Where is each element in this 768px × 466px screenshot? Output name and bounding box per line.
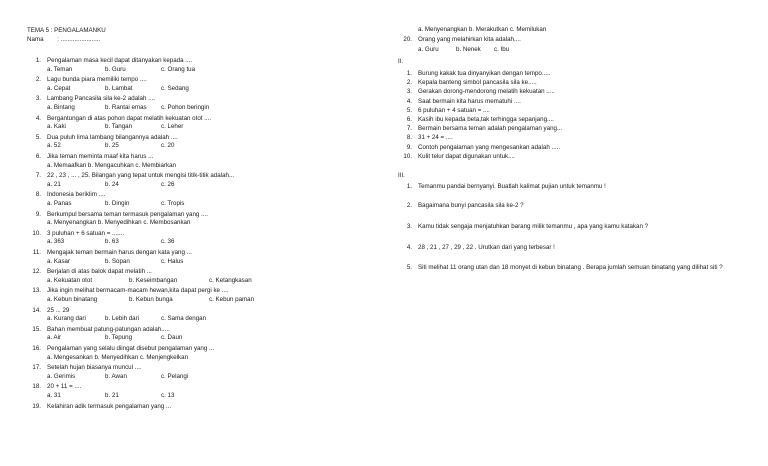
question-number: 19. xyxy=(32,402,41,410)
question-number: 1. xyxy=(35,57,41,64)
options-14 xyxy=(47,315,221,322)
option-a: a. Air xyxy=(47,334,62,342)
option-a: a. Kebun binatang xyxy=(47,296,98,303)
options-8 xyxy=(47,200,221,207)
question-18 xyxy=(27,383,81,390)
option-a: a. Guru xyxy=(418,46,439,53)
question-number: 9. xyxy=(406,143,412,151)
question-number: 6. xyxy=(406,116,412,123)
option-c: c. Tropis xyxy=(161,200,185,207)
q19-options: a. Menyenangkan b. Merakutkan c. Memilukan xyxy=(418,26,547,33)
question-text: 20 + 11 = .... xyxy=(47,383,82,391)
fill-question-8 xyxy=(398,134,453,141)
question-11 xyxy=(27,249,192,256)
question-text: Mengajak teman bermain harus dengan kata yang ... xyxy=(47,249,192,256)
question-number: 5. xyxy=(406,106,412,114)
essay-question-1 xyxy=(398,183,606,190)
options-16 xyxy=(47,354,188,361)
options-5 xyxy=(47,142,221,149)
question-7 xyxy=(27,172,234,179)
question-number: 5. xyxy=(406,264,412,271)
option-b: b. Guru xyxy=(105,65,126,73)
question-text: Gerakan dorong-mendorong melatih kekuatan ..... xyxy=(418,88,555,96)
options-11 xyxy=(47,258,221,265)
question-text: Pengalaman masa kecil dapat ditanyakan kepada .... xyxy=(47,57,193,64)
question-text: Bergantungan di atas pohon dapat melatih kekuatan otot .... xyxy=(47,114,212,122)
question-19 xyxy=(27,403,171,410)
name-blank: : ....................... xyxy=(57,36,101,43)
option-b: b. 25 xyxy=(105,142,119,150)
question-text: Bahan membuat patung-patungan adalah..... xyxy=(47,325,170,333)
essay-question-4 xyxy=(398,244,555,251)
question-text: 28 , 21 , 27 , 29 , 22 . Urutkan dari yang terbesar ! xyxy=(418,244,555,251)
question-number: 7. xyxy=(406,125,412,133)
question-text: Indonesia beriklim .... xyxy=(47,191,106,199)
question-1 xyxy=(27,57,192,64)
fill-question-6 xyxy=(398,116,554,123)
option-c: c. Pelangi xyxy=(161,372,189,380)
question-number: 18. xyxy=(32,383,41,391)
question-text: Burung kakak tua dinyanyikan dengan tempo..... xyxy=(418,70,551,77)
name-line xyxy=(27,36,100,43)
question-text: Kamu tidak sengaja menjatuhkan barang milik temanmu , apa yang kamu katakan ? xyxy=(418,223,649,230)
option-a: a. Teman xyxy=(47,65,73,73)
option-b: b. Awan xyxy=(105,372,127,380)
question-text: Contoh pengalaman yang mengesankan adalah ..... xyxy=(418,143,561,151)
question-number: 3. xyxy=(406,88,412,96)
essay-question-2 xyxy=(398,202,524,209)
fill-question-9 xyxy=(398,144,560,151)
option-b: b. Dingin xyxy=(105,200,130,207)
question-number: 6. xyxy=(35,153,41,160)
options-3 xyxy=(47,104,221,111)
question-text: Berjalan di atas balok dapat melatih ... xyxy=(47,268,152,276)
option-c: c. Ketangkasan xyxy=(209,276,252,284)
question-text: Lagu bunda piara memiliki tempo .... xyxy=(47,76,147,84)
q20-question xyxy=(398,36,521,43)
option-a: a. 31 xyxy=(47,392,61,399)
fill-question-4 xyxy=(398,98,521,105)
options-4 xyxy=(47,123,221,130)
question-text: Dua puluh lima lambang bilangannya adalah .... xyxy=(47,133,178,141)
option-c: c. 26 xyxy=(161,180,175,188)
question-10 xyxy=(27,230,124,237)
essay-question-3 xyxy=(398,223,648,230)
question-number: 14. xyxy=(32,306,41,314)
options-18 xyxy=(47,392,221,399)
options-2 xyxy=(47,85,221,92)
question-12 xyxy=(27,268,152,275)
question-number: 15. xyxy=(32,325,41,333)
options-13 xyxy=(47,296,269,303)
question-text: Saat bermain kita harus mematuhi .... xyxy=(418,97,521,105)
question-number: 3. xyxy=(35,95,41,103)
question-15 xyxy=(27,326,170,333)
option-c: c. Orang tua xyxy=(161,65,196,73)
fill-question-5 xyxy=(398,107,490,114)
question-number: 8. xyxy=(406,134,412,142)
question-text: Kelahiran adik termasuk pengalaman yang ... xyxy=(47,402,172,410)
question-number: 12. xyxy=(32,268,41,276)
option-b: b. Kebun bunga xyxy=(129,296,173,303)
option-c: c. Kebun paman xyxy=(209,296,255,303)
question-text: Pengalaman yang selalu diingat disebut pengalaman yang ... xyxy=(47,345,215,352)
option-b: b. Lebih dari xyxy=(105,315,140,323)
question-number: 17. xyxy=(32,364,41,372)
option-b: b. 24 xyxy=(105,180,119,188)
question-text: Orang yang melahirkan kita adalah.... xyxy=(418,36,521,43)
question-8 xyxy=(27,191,105,198)
question-text: Siti melihat 11 orang utan dan 18 monyet di kebun binatang . Berapa jumlah semuan binatang yang dilihat siti ? xyxy=(418,264,723,271)
option-a: a. Menyenangkan b. Menyedihkan c. Membosankan xyxy=(47,219,191,227)
question-number: 10. xyxy=(403,152,412,160)
option-c: c. 36 xyxy=(161,238,175,246)
option-c: c. Sama dengan xyxy=(161,315,207,323)
option-b: b. Tepung xyxy=(105,334,133,342)
fill-question-7 xyxy=(398,125,562,132)
question-text: 6 puluhan + 4 satuan = .... xyxy=(418,106,490,114)
option-a: a. Mengesankan b. Menyedihkan c. Menjengkelkan xyxy=(47,353,189,361)
option-c: c. Daun xyxy=(161,334,183,342)
option-b: b. 21 xyxy=(105,392,119,399)
question-number: 2. xyxy=(406,79,412,87)
fill-question-1 xyxy=(398,70,550,77)
question-number: 4. xyxy=(406,97,412,105)
question-text: Kasih ibu kepada beta,tak terhingga sepanjang.... xyxy=(418,116,554,123)
question-13 xyxy=(27,287,229,294)
fill-question-3 xyxy=(398,88,555,95)
question-number: 5. xyxy=(35,133,41,141)
question-2 xyxy=(27,76,147,83)
question-number: 16. xyxy=(32,345,41,352)
question-text: Jika ingin melihat bermacam-macam hewan,kita dapat pergi ke .... xyxy=(47,287,229,295)
fill-question-2 xyxy=(398,79,537,86)
question-text: Kepala banteng simbol pancasila sila ke..... xyxy=(418,79,537,87)
question-number: 1. xyxy=(406,70,412,77)
question-14 xyxy=(27,307,69,314)
question-text: Jika teman meminta maaf kita harus ... xyxy=(47,153,154,160)
question-text: 3 puluhan + 6 satuan = ....... xyxy=(47,229,125,237)
option-a: a. 363 xyxy=(47,238,65,246)
question-text: 31 + 24 = .... xyxy=(418,134,453,142)
question-text: Setelah hujan biasanya muncul .... xyxy=(47,364,142,372)
question-text: Temanmu pandai bernyanyi. Buatlah kalimat pujian untuk temanmu ! xyxy=(418,183,606,190)
options-9 xyxy=(47,219,190,226)
option-c: c. 13 xyxy=(161,392,175,399)
question-number: 2. xyxy=(406,202,412,209)
options-15 xyxy=(47,334,221,341)
options-12 xyxy=(47,277,269,284)
question-number: 1. xyxy=(406,183,412,190)
option-a: a. Memaafkan b. Mengacuhkan c. Membiarkan xyxy=(47,161,176,169)
question-9 xyxy=(27,211,208,218)
question-text: Berkumpul bersama teman termasuk pengalaman yang .... xyxy=(47,210,208,218)
option-c: c. Sedang xyxy=(161,84,189,92)
option-b: b. Tangan xyxy=(105,123,133,131)
question-number: 20. xyxy=(403,36,412,43)
question-number: 9. xyxy=(35,210,41,218)
question-5 xyxy=(27,134,178,141)
option-a: a. Kaki xyxy=(47,123,66,131)
question-16 xyxy=(27,345,214,352)
question-number: 4. xyxy=(35,114,41,122)
option-a: a. Bintang xyxy=(47,104,75,111)
question-number: 3. xyxy=(406,223,412,230)
options-6 xyxy=(47,162,176,169)
option-c: c. Halus xyxy=(161,257,184,265)
question-number: 7. xyxy=(35,172,41,180)
question-4 xyxy=(27,115,211,122)
option-a: a. Kekuatan otot xyxy=(47,276,93,284)
question-number: 11. xyxy=(32,249,41,256)
question-number: 13. xyxy=(32,287,41,295)
option-c: c. Pohon beringin xyxy=(161,104,210,111)
option-b: b. 63 xyxy=(105,238,119,246)
option-a: a. Cepat xyxy=(47,84,71,92)
option-c: c. Ibu xyxy=(494,46,510,53)
question-17 xyxy=(27,364,142,371)
option-c: c. 20 xyxy=(161,142,175,150)
question-3 xyxy=(27,95,155,102)
question-number: 8. xyxy=(35,191,41,199)
question-text: Kulit telur dapat digunakan untuk.... xyxy=(418,152,516,160)
option-a: a. Kurang dari xyxy=(47,315,86,323)
name-label: Nama xyxy=(27,36,44,43)
option-b: b. Nenek xyxy=(456,46,481,53)
option-b: b. Rantai emas xyxy=(105,104,147,111)
fill-question-10 xyxy=(398,153,515,160)
q20-options xyxy=(418,46,509,53)
question-number: 10. xyxy=(32,229,41,237)
question-6 xyxy=(27,153,153,160)
question-text: Bermain bersama teman adalah pengalaman yang... xyxy=(418,125,563,133)
question-text: 25 ... 29 xyxy=(47,306,70,314)
option-a: a. 52 xyxy=(47,142,61,150)
question-number: 2. xyxy=(35,76,41,84)
options-7 xyxy=(47,181,221,188)
options-17 xyxy=(47,373,221,380)
option-a: a. 21 xyxy=(47,180,61,188)
option-a: a. Panas xyxy=(47,200,72,207)
option-c: c. Leher xyxy=(161,123,184,131)
option-b: b. Sopan xyxy=(105,257,130,265)
question-number: 4. xyxy=(406,244,412,251)
question-text: 22 , 23 , ... , 25. Bilangan yang tepat untuk mengisi titik-titik adalah... xyxy=(47,172,235,180)
question-text: Bagaimana bunyi pancasila sila ke-2 ? xyxy=(418,202,524,209)
section2-label: II. xyxy=(398,58,404,65)
option-b: b. Lambat xyxy=(105,84,133,92)
options-10 xyxy=(47,238,221,245)
worksheet-title: TEMA 5 : PENGALAMANKU xyxy=(27,27,106,34)
options-1 xyxy=(47,66,221,73)
option-a: a. Gerimis xyxy=(47,372,76,380)
essay-question-5 xyxy=(398,264,758,271)
section3-label: III. xyxy=(398,172,405,179)
option-a: a. Kasar xyxy=(47,257,71,265)
option-b: b. Keseimbangan xyxy=(129,276,178,284)
question-text: Lambang Pancasila sila ke-2 adalah .... xyxy=(47,95,156,103)
